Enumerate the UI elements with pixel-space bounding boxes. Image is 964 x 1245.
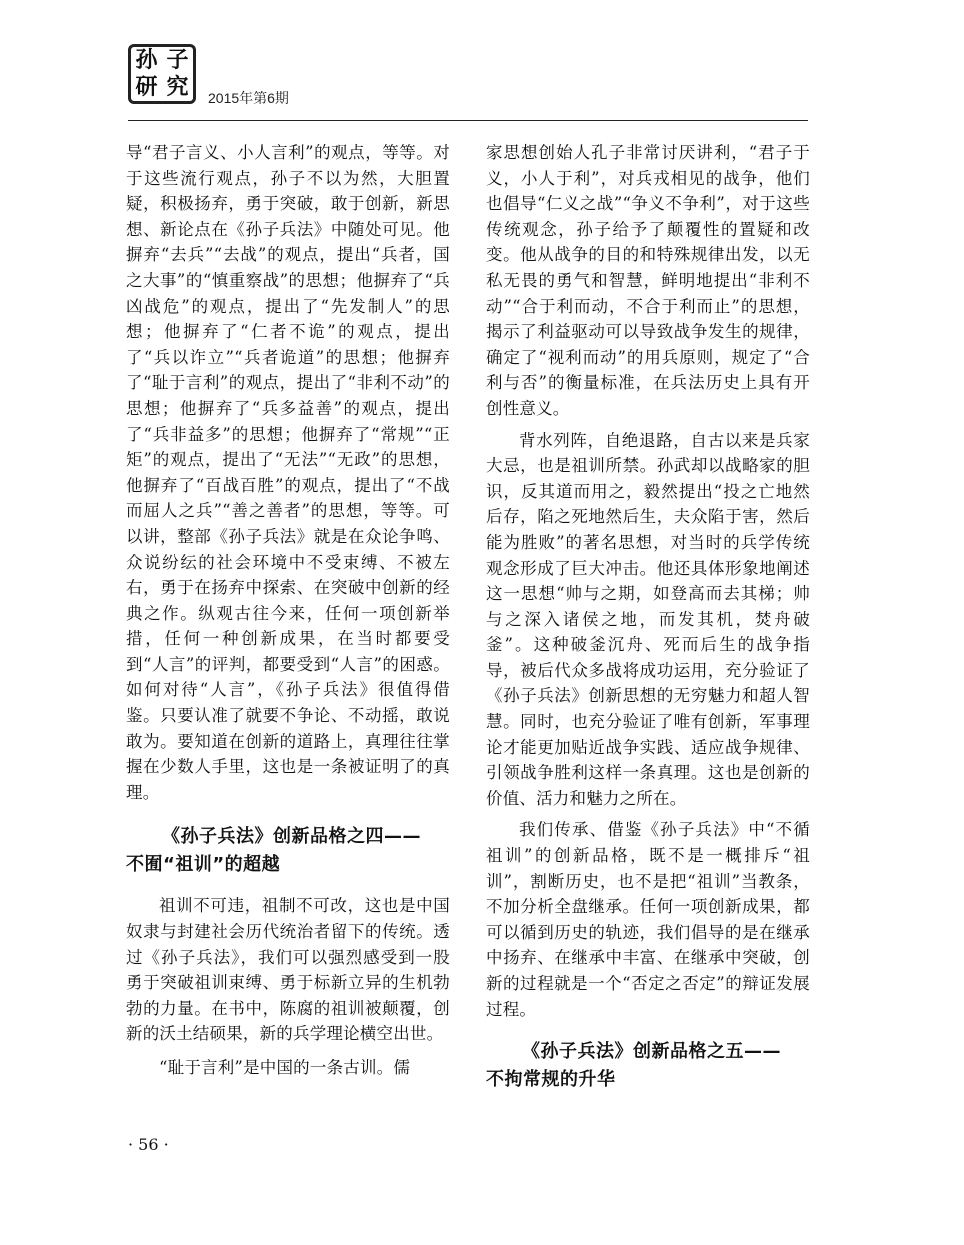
right-column [486, 140, 810, 1094]
section-heading-4-line2: 不囿“祖训”的超越 [126, 854, 281, 876]
journal-logo [128, 44, 196, 104]
logo-char: 孙 [135, 47, 158, 73]
logo-char: 研 [135, 74, 158, 100]
section-heading-4-line1: 《孙子兵法》创新品格之四—— [162, 826, 421, 848]
paragraph: 背水列阵，自绝退路，自古以来是兵家大忌，也是祖训所禁。孙武却以战略家的胆识，反其道而用之，毅然提出“投之亡地然后存，陷之死地然后生，夫众陷于害，然后能为胜败”的著名思想，对当时的兵学传统观念形成了巨大冲击。他还具体形象地阐述这一思想“帅与之期，如登高而去其梯；帅与之深入诸侯之地，而发其机，焚舟破釜”。这种破釜沉舟、死而后生的战争指导，被后代众多战将成功运用，充分验证了《孙子兵法》创新思想的无穷魅力和超人智慧。同时，也充分验证了唯有创新，军事理论才能更加贴近战争实践、适应战争规律、引领战争胜利这样一条真理。这也是创新的价值、活力和魅力之所在。 [486, 430, 810, 808]
section-heading-5-line1: 《孙子兵法》创新品格之五—— [522, 1041, 781, 1063]
paragraph: “耻于言利”是中国的一条古训。儒 [159, 1058, 411, 1077]
logo-char: 子 [166, 47, 189, 73]
section-heading-5-line2: 不拘常规的升华 [486, 1069, 616, 1091]
paragraph: 我们传承、借鉴《孙子兵法》中“不循祖训”的创新品格，既不是一概排斥“祖训”，割断历史，也不是把“祖训”当教条，不加分析全盘继承。任何一项创新成果，都可以循到历史的轨迹，我们倡导的是在继承中扬弃、在继承中丰富、在继承中突破，创新的过程就是一个“否定之否定”的辩证发展过程。 [486, 820, 810, 1019]
paragraph: 导“君子言义、小人言利”的观点，等等。对于这些流行观点，孙子不以为然，大胆置疑，积极扬弃，勇于突破，敢于创新，新思想、新论点在《孙子兵法》中随处可见。他摒弃“去兵”“去战”的观点，提出“兵者，国之大事”的“慎重察战”的思想；他摒弃了“兵凶战危”的观点，提出了“先发制人”的思想；他摒弃了“仁者不诡”的观点，提出了“兵以诈立”“兵者诡道”的思想；他摒弃了“耻于言利”的观点，提出了“非利不动”的思想；他摒弃了“兵多益善”的观点，提出了“兵非益多”的思想；他摒弃了“常规”“正矩”的观点，提出了“无法”“无政”的思想，他摒弃了“百战百胜”的观点，提出了“不战而屈人之兵”“善之善者”的思想，等等。可以讲，整部《孙子兵法》就是在众论争鸣、众说纷纭的社会环境中不受束缚、不被左右，勇于在扬弃中探索、在突破中创新的经典之作。纵观古往今来，任何一项创新举措，任何一种创新成果，在当时都要受到“人言”的评判，都要受到“人言”的困惑。如何对待“人言”，《孙子兵法》很值得借鉴。只要认准了就要不争论、不动摇，敢说敢为。要知道在创新的道路上，真理往往掌握在少数人手里，这也是一条被证明了的真理。 [126, 143, 450, 802]
header-rule [128, 120, 808, 121]
paragraph: 家思想创始人孔子非常讨厌讲利，“君子于义，小人于利”，对兵戎相见的战争，他们也倡导“仁义之战”“争义不争利”，对于这些传统观念，孙子给予了颠覆性的置疑和改变。他从战争的目的和特殊规律出发，以无私无畏的勇气和智慧，鲜明地提出“非利不动”“合于利而动，不合于利而止”的思想，揭示了利益驱动可以导致战争发生的规律，确定了“视利而动”的用兵原则，规定了“合利与否”的衡量标准，在兵法历史上具有开创性意义。 [486, 143, 810, 418]
page-number: · 56 · [128, 1135, 169, 1154]
left-column [126, 140, 450, 1081]
page-header [128, 44, 828, 120]
issue-label: 2015年第6期 [208, 90, 289, 106]
paragraph: 祖训不可违，祖制不可改，这也是中国奴隶与封建社会历代统治者留下的传统。透过《孙子兵法》，我们可以强烈感受到一股勇于突破祖训束缚、勇于标新立异的生机勃勃的力量。在书中，陈腐的祖训被颠覆，创新的沃土结硕果，新的兵学理论横空出世。 [126, 896, 450, 1044]
logo-char: 究 [166, 74, 189, 100]
